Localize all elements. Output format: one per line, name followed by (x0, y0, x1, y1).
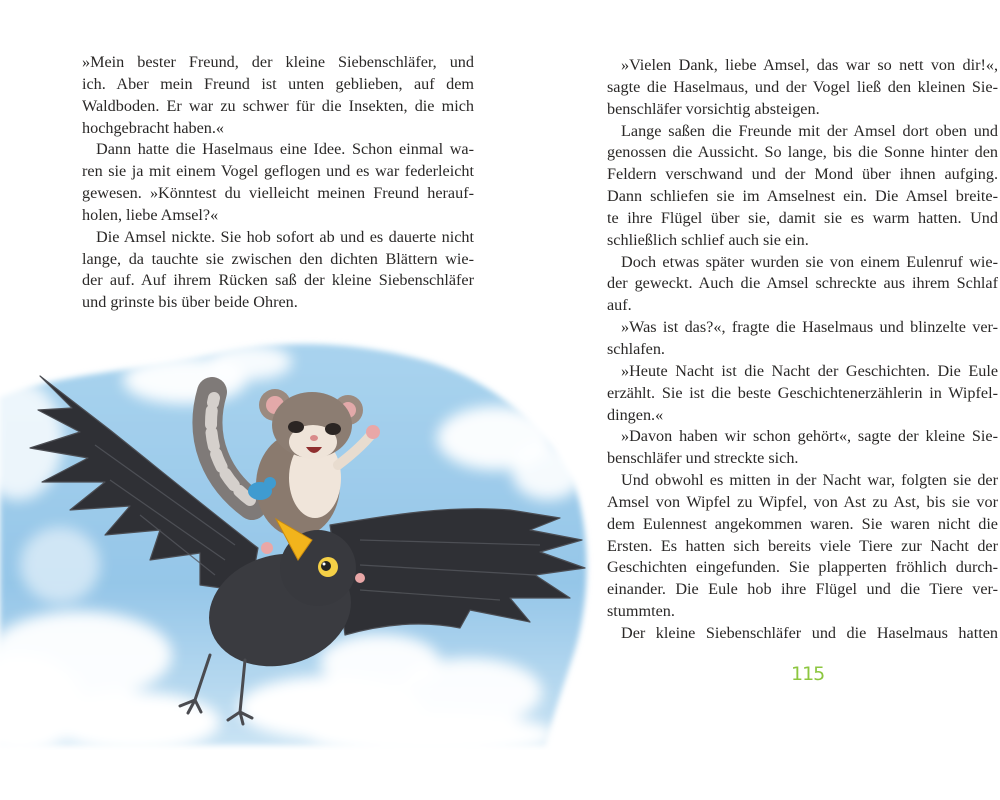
text-line: ich. Aber mein Freund ist unten geblieben, auf dem (82, 74, 474, 93)
text-line: Dann hatte die Haselmaus eine Idee. Schon einmal wa- (96, 140, 474, 159)
dormouse-eye (325, 423, 341, 435)
text-line: auf. (607, 296, 632, 315)
text-line: schlafen. (607, 339, 665, 358)
text-line: Amsel von Wipfel zu Wipfel, von Ast zu Ast, bis sie vor (607, 492, 998, 511)
text-line: der auf. Auf ihrem Rücken saß der kleine Siebenschläfer (82, 271, 474, 290)
text-line: benschläfer vorsichtig absteigen. (607, 99, 820, 118)
paragraph (607, 470, 998, 623)
text-line: Und obwohl es mitten in der Nacht war, folgten sie der (621, 471, 998, 490)
text-line: Doch etwas später wurden sie von einem Eulenruf wie- (621, 252, 998, 271)
right-page-text (607, 55, 998, 645)
paragraph (607, 252, 998, 318)
illustration (0, 330, 600, 750)
text-line: Dann schliefen sie im Amselnest ein. Die Amsel breite- (607, 187, 998, 206)
paragraph (82, 227, 474, 314)
text-line: Lange saßen die Freunde mit der Amsel dort oben und (621, 121, 998, 140)
text-line: »Vielen Dank, liebe Amsel, das war so nett von dir!«, (621, 56, 998, 74)
text-line: schließlich schlief auch sie ein. (607, 230, 809, 249)
text-line: Feldern verschwand und der Mond über ihnen aufging. (607, 165, 998, 184)
page-number: 115 (791, 663, 825, 685)
text-line: benschläfer und streckte sich. (607, 449, 799, 468)
text-line: Der kleine Siebenschläfer und die Haselmaus hatten (621, 623, 998, 642)
paragraph (607, 55, 998, 121)
dormouse-paw (366, 425, 380, 439)
text-line: »Davon haben wir schon gehört«, sagte der kleine Sie- (621, 427, 998, 446)
text-line: »Mein bester Freund, der kleine Siebenschläfer, und (82, 53, 474, 71)
cloud (208, 344, 292, 380)
paragraph (607, 121, 998, 252)
text-line: hochgebracht haben.« (82, 118, 225, 137)
text-line: »Heute Nacht ist die Nacht der Geschichten. Die Eule (621, 361, 998, 380)
text-line: erzählt. Sie ist die beste Geschichtenerzählerin in Wipfel- (607, 383, 998, 402)
text-line: einander. Die Eule hob ihre Flügel und die Tiere ver- (607, 580, 998, 599)
dormouse-nose (310, 435, 318, 441)
text-line: ren sie ja mit einem Vogel geflogen und es war federleicht (82, 162, 474, 181)
text-line: sagte die Haselmaus, und der Vogel ließ den kleinen Sie- (607, 77, 998, 96)
text-line: dem Eulennest angekommen waren. Sie waren nicht die (607, 514, 998, 533)
text-line: und grinste bis über beide Ohren. (82, 293, 298, 312)
text-line: genossen die Aussicht. So lange, bis die Sonne hinter den (607, 143, 998, 162)
dormouse-paw (261, 542, 273, 554)
text-line: holen, liebe Amsel?« (82, 205, 219, 224)
text-line: der geweckt. Auch die Amsel schreckte aus ihrem Schlaf (607, 274, 998, 293)
text-line: Die Amsel nickte. Sie hob sofort ab und es dauerte nicht (96, 227, 474, 246)
text-line: te ihre Flügel über sie, damit sie es warm hatten. Und (607, 208, 998, 227)
text-line: Geschichten eingefunden. Sie plapperten fröhlich durch- (607, 558, 998, 577)
text-line: stummten. (607, 602, 675, 621)
paragraph (82, 139, 474, 226)
text-line: »Was ist das?«, fragte die Haselmaus und blinzelte ver- (621, 318, 998, 337)
left-page-text (82, 52, 474, 314)
text-line: Ersten. Es hatten sich bereits viele Tiere zur Nacht der (607, 536, 998, 555)
paragraph (82, 52, 474, 139)
paragraph (607, 317, 998, 361)
text-line: Waldboden. Er war zu schwer für die Insekten, die mich (82, 96, 474, 115)
paragraph (607, 623, 998, 645)
text-line: dingen.« (607, 405, 664, 424)
text-line: gewesen. »Könntest du vielleicht meinen Freund herauf- (82, 184, 474, 203)
paragraph (607, 426, 998, 470)
blackbird-eye (318, 557, 338, 577)
paragraph (607, 361, 998, 427)
cloud (20, 527, 100, 603)
dormouse-eye (288, 421, 304, 433)
text-line: lange, da tauchte sie zwischen den dichten Blättern wie- (82, 249, 474, 268)
dormouse-paw (355, 573, 365, 583)
cloud (512, 444, 584, 500)
